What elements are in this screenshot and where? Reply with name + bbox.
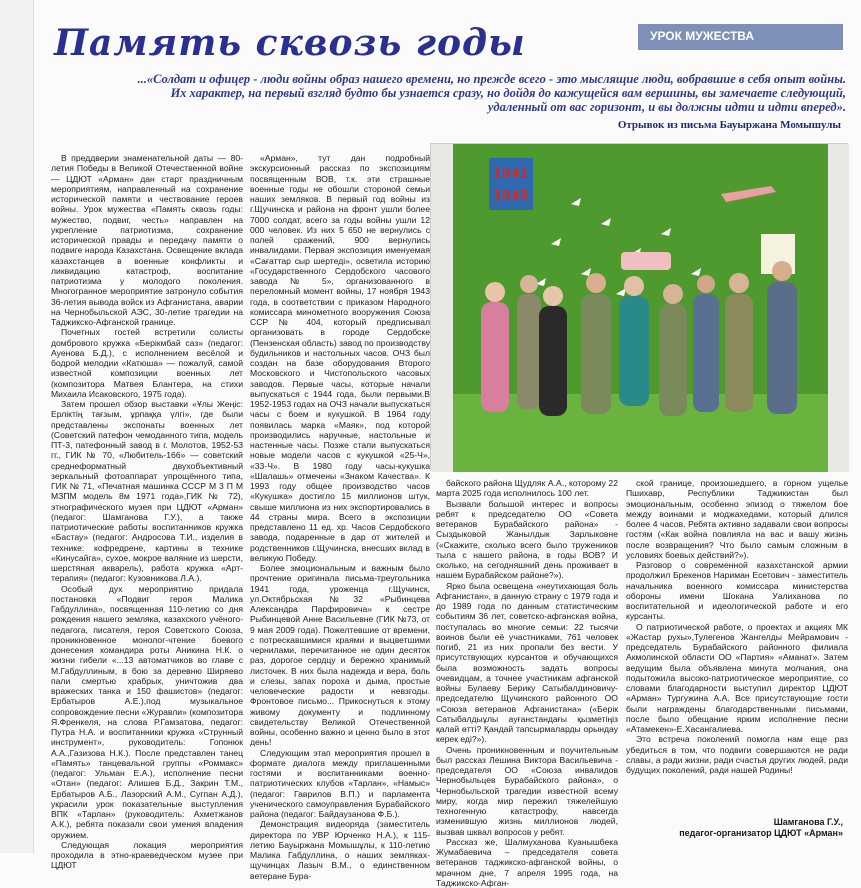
paragraph: Почетных гостей встретили солисты домбрового кружка «Берікмбай саз» (педагог: Ауенова Б.Д.), с исполнением весёлой и бодрой мелодии «Катюша» — пожалуй, самой известной композиции военных лет (композитора Матвея Блантера, на стихи Михаила Исаковского, 1975 года). — [51, 327, 243, 399]
group-photo — [430, 143, 848, 471]
text-column-3 — [436, 478, 618, 888]
author-role: педагог-организатор ЦДЮТ «Арман» — [679, 828, 843, 838]
paragraph: Вызвали большой интерес и вопросы ребят к председателю ОО «Совета ветеранов Бурабайского района» - Сыздыковой Жанылдык Зарлыковне («Скажите, сколько всего было тружеников тыла с нашего района, в годы ВОВ? И сколько, на сегодняшний день проживает в нашем Бурабайском районе?»). — [436, 498, 618, 581]
quote-line: удаленный от вас горизонт, и вы должны идти и идти вперед». — [487, 100, 846, 114]
paragraph: Рассказ же, Шалмуханова Куанышбека Жумабаевича – председателя совета ветеранов таджикско-афганской войны, о мрачном дне, 7 апреля 1995 года, на Таджикско-Афган- — [436, 836, 618, 888]
quote-source: Отрывок из письма Бауыржана Момышулы — [617, 119, 841, 131]
banner-year-start: 1941 — [493, 167, 530, 182]
paragraph: Особый дух мероприятию придала постановка «Подвиг героя Малика Габдуллина», посвященная 110-летию со дня рождения нашего земляка, казахского учёного-педагога, писателя, героя Советского Союза, проникновенное монолог-чтение боевого донесения командира роты Аникина Н.К. о жизни гибели «...13 автоматчиков во главе с М.Габдуллиным, в бою за деревню Ширяево пали смертью храбрых, уничтожив два вражеских танка и 150 фашистов» (педагог: Ербатыров А.Е.),под музыкальное сопровождение песни «Журавли» (композитора Я.Френкеля, на слова Р.Гамзатова, педагог: Путра Н.А. и воспитанники кружка «Струнный инструмент», руководитель: Гопонюк А.А.,Газизова Н.К.). После представлен танец «Память» танцевальной группы «Роммакс» (педагог: Ульман Е.А.), исполнение песни «Отан» (педагог: Алишев Б.Д., Закрин Т.М., Ербатыров А.Б., Лазорский А.М., Сугпан А.Д.), украсили урок показательные выступления ВПК «Тарлан» (руководитель: Ахметжанов А.К.), ребята показали свои умения владения оружием. — [51, 583, 243, 840]
banner-year-end: 1945 — [493, 189, 530, 204]
paragraph: «Арман», тут дан подробный экскурсионный рассказ по экспозициям посвященным ВОВ, т.к. эти страшные военные годы не обошли стороной семьи наших земляков. В первый год войны из г.Щучинска и района на фронт ушли более 7000 солдат, всего за годы войны ушли 12 000 человек. Из них 5 650 не вернулись с полей сражений, 900 вернулись инвалидами. Первая экспозиция именуемая «Сағаттар сыр шертеді», осветила историю «Государственного Сердобского часового завода № 5», организованного в переломный момент войны, 17 ноября 1943 года, в соответствии с приказом Народного комиссара минометного вооружения Союза ССР № 404, который предписывал организовать в городе Сердобске (Пензенская область) завод по производству будильников и настольных часов. ОЧЗ был создан на базе оборудования Второго Московского и Чистопольского часовых заводов. Первые часы, которые начали выпускаться с 1944 года, были первыми.В 1952-1953 годах на ОЧЗ начали выпускаться часы с боем и кукушкой. В 1964 году появилась марка «Маяк», под которой производились наручные, настольные и настенные часы. Позже стали выпускаться новые модели часов с кукушкой «25-Ч», «33-Ч». В 1980 году часы-кукушка «Шалашь» отмечены «Знаком Качества». К 1993 году общее производство часов «Кукушка» достигло 15 миллионов штук, свыше миллиона из них экспортировались в 44 страны мира. Всего в экспозиции представлено 11 ед. хр. Часов Сердобского завода, подаренные в дар от жителей и родственников г.Щучинска, внесших вклад в великую Победу. — [250, 153, 431, 563]
author-signature — [679, 817, 843, 839]
paragraph: Разговор о современной казахстанской армии продолжил Брекенов Нариман Есетович - заместитель начальника военного комиссара министерства обороны имени Шокана Уалиханова по воспитательной и идеологической работе и его курсанты. — [626, 560, 848, 622]
author-name: Шамганова Г.У., — [773, 817, 843, 827]
adjacent-page-edge — [0, 0, 34, 853]
text-column-1 — [51, 153, 243, 871]
paragraph: Следующая локация мероприятия проходила в этно-краеведческом музее при ЦДЮТ — [51, 839, 243, 871]
paragraph: байского района Щудляк А.А., которому 22 марта 2025 года исполнилось 100 лет. — [436, 478, 618, 499]
photo-illustration — [431, 144, 849, 472]
paragraph: Ярко была освещена «неутихающая боль Афганистан», в данную страну с 1979 года и до 1989 года по данным статистическим событиям 36 лет, советско-афганская война, поступалась во многие семьи: 22 тысячи воинов были её участниками, 761 человек погиб, 21 из них пропали без вести. У присутствующих курсантов и обучающихся была возможность задать вопросы очевидцам, а точнее участникам афганской войны Булаеву Берику Сатыбалдиновичу-председателю Щучинского районного ОО «Союза ветеранов Афганистана» («Берік Сатыбалдыұлы ауғанстандағы қызметіңіз қалай өтті? Қандай тапсырмаларды орындау керек еді?»). — [436, 580, 618, 745]
tank-model — [621, 252, 671, 270]
paragraph: Это встреча поколений помогла нам еще раз убедиться в том, что подвиги совершаются не ради славы, а ради жизни, ради счастья других людей, ради будущих поколений, ради нашей Родины! — [626, 734, 848, 775]
paragraph: ской границе, произошедшего, в горном ущелье Пшихавр, Республики Таджикистан был эмоциональным, особенно эпизод о тяжелом бое между воинами и моджахедами, который длился более 4 часов. Ребята активно задавали свои вопросы гостям («Как война повлияла на вас и вашу жизнь после возвращения? Что было самым сложным в условиях боевых действий?»). — [626, 478, 848, 560]
paragraph: В преддверии знаменательной даты — 80-летия Победы в Великой Отечественной войне — ЦДЮТ «Арман» дан старт праздничным мероприятиям, направленный на сохранение исторической памяти и чествование героев войны. Урок мужества «Память сквозь годы: мужество, подвиг, честь» направлен на укрепление патриотизма, сохранение исторической правды и передачу памяти о подвиге народа Казахстана. Освещение вклада казахстанцев в военные конфликты и ликвидацию катастроф, воспитание патриотизма у молодого поколения. Многогранное мероприятие затронуло события 36-летия вывода войск из Афганистана, аварии на Чернобыльской АЭС, 30-летие трагедии на Таджикско-Афганской границе. — [51, 153, 243, 327]
paragraph: Следующим этап мероприятия прошел в формате диалога между приглашенными гостями и воспитанниками военно-патриотических клубов «Тарлан», «Намыс» (педагог: Гаврилов В.П.) и парламента ученического самоуправления Бурабайского района (педагог: Байдаузанова Ф.Б.). — [250, 747, 430, 819]
rubric-label: УРОК МУЖЕСТВА — [638, 24, 843, 50]
quote-line: Их характер, на первый взгляд будто бы узнается сразу, но дойдя до кажущейся вам вершины, вы замечаете следующий, — [170, 86, 846, 100]
paragraph: Более эмоциональным и важным было прочтение оригинала письма-треугольника 1941 года, уроженца г.Щучинск, ул.Октябрьская №32 «Рыбинцева Александра Парфировича» к сестре Рыбинцевой Анне Васильевне (ГИК №73, от 9 мая 2009 года). Пожелтевшие от времени, с потрескавшимися краями и выцветшими чернилами, перечитанное не один десяток раз, дорогое сердцу и бережно хранимый листочек. В них была надежда и вера, боль и слезы, запах пороха и дыма, простые человеческие радости и невзгоды. Фронтовое письмо... Прикоснуться к этому живому документу и подлинному свидетельству Великой Отечественной войны, особенно важно и ценно было в этот день! — [250, 563, 430, 748]
text-column-4 — [626, 478, 848, 848]
article-title: Память сквозь годы — [54, 22, 526, 64]
quote-line: ...«Солдат и офицер - люди войны образ нашего времени, но прежде всего - это мыслящие люди, вобравшие в себя опыт войны. — [137, 72, 846, 86]
text-column-2 — [250, 153, 431, 881]
paragraph: О патриотической работе, о проектах и акциях МК «Жастар рухы»,Тулегенов Жангелды Мейрамович - председатель Бурабайского районного филиала Акмолинской области ОО «Партия» «Аманат». Затем ведущим была объявлена минута молчания, она подытожила высоко-патриотическое мероприятие, со словами благодарности выступил директор ЦДЮТ «Арман» Тургужина А.А. Все присутствующие гости были награждены благодарственными письмами, после было обещание ярким исполнение песни «Атамекен»-Е.Хасангалиева. — [626, 621, 848, 734]
paragraph: Очень проникновенным и поучительным был рассказ Лешина Виктора Васильевича - председателя ОО «Союза инвалидов Чернобыльцев Бурабайского района», о Чернобыльской трагедии известной всему миру, когда мир пережил тяжелейшую техногенную катастрофу, навсегда изменившую жизнь миллионов людей, вызвав шквал вопросов у ребят. — [436, 744, 618, 837]
epigraph-quote — [108, 72, 846, 114]
paragraph: Демонстрация видеоряда (заместитель директора по УВР Юрченко Н.А.), к 115-летию Бауыржана Момышұлы, к 110-летию Малика Габдуллина, о наших земляках-щучинцах Лазыч В.М., о единственном ветеране Бура- — [250, 819, 430, 881]
paragraph: Затем прошел обзор выставки «Ұлы Жеңіс: Ерліктің тағзым, ұрпаққа үлгі», где были представлены экспонаты военных лет (Советский патефон чемоданного типа, модель ПТ-3, патефонный завод в г. Молотов, 1952-53 гг., ГИК № 70, «Любитель-166» — советский среднеформатный двухобъективный зеркальный фотоаппарат упрощённого типа, ГИК № 71, «Печатная машинка СССР М 3 П М МЗПМ модель 8м 1971 года»,ГИК № 72), этнографического музея при ЦДЮТ «Арман» (педагог: Шамганова Г.У.), а также патриотические работы воспитанников кружка «Бастау» (педагог: Андросова Т.И., изделия в технике: кофредрене, картины в технике «Кинусайга», сухое, мокрое валяние из шерсти, шерстяная акварель), работа кружка «Арт-терапия» (педагог: Кузовникова Л.А.). — [51, 399, 243, 584]
